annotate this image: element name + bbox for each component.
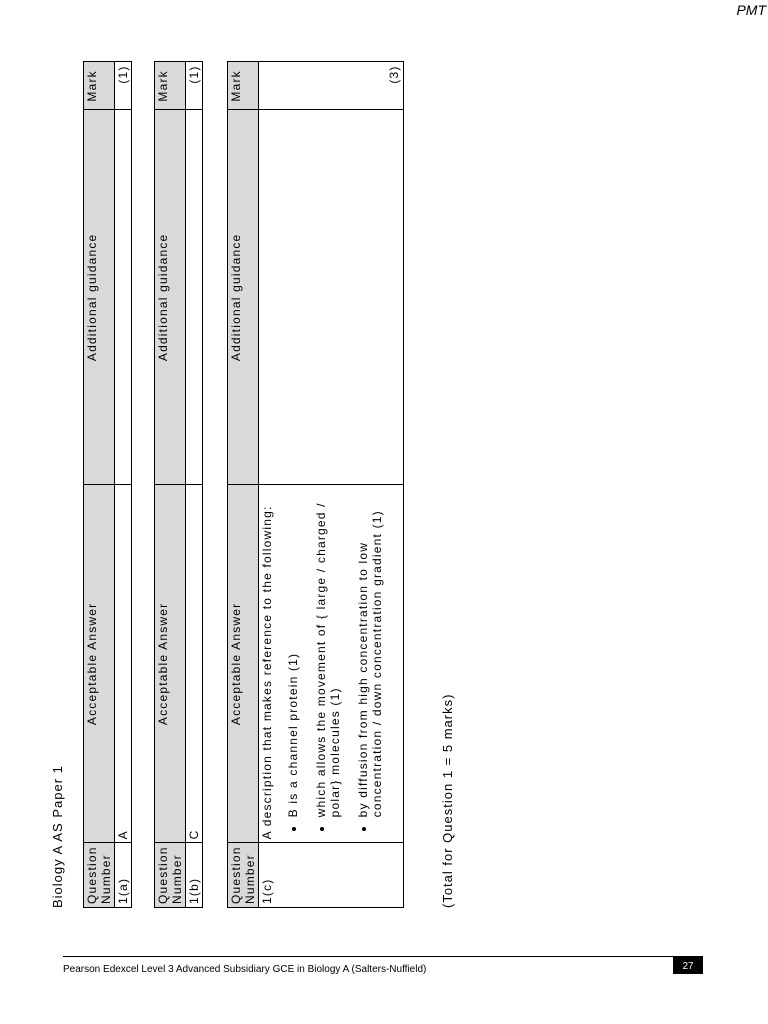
additional-guidance [259, 110, 404, 485]
header-mark: Mark [84, 62, 115, 110]
acceptable-answer: A [115, 485, 132, 843]
footer-divider [63, 956, 703, 957]
acceptable-answer: C [186, 485, 203, 843]
header-question-number: Question Number [155, 843, 186, 908]
additional-guidance [186, 110, 203, 485]
question-table-1b [154, 61, 203, 908]
header-mark: Mark [228, 62, 259, 110]
header-acceptable-answer: Acceptable Answer [84, 485, 115, 843]
paper-title: Biology A AS Paper 1 [50, 765, 65, 908]
header-acceptable-answer: Acceptable Answer [155, 485, 186, 843]
list-item: • which allows the movement of { large / charged / polar} molecules (1) [314, 488, 342, 817]
list-item: • by diffusion from high concentration to low concentration / down concentration gradient (1) [356, 488, 384, 817]
footer-text: Pearson Edexcel Level 3 Advanced Subsidiary GCE in Biology A (Salters-Nuffield) [63, 964, 427, 975]
question-number: 1(c) [259, 843, 404, 908]
header-additional-guidance: Additional guidance [228, 110, 259, 485]
mark-value: (3) [387, 65, 401, 84]
header-question-number: Question Number [84, 843, 115, 908]
header-acceptable-answer: Acceptable Answer [228, 485, 259, 843]
table-row [259, 62, 404, 908]
question-number: 1(a) [115, 843, 132, 908]
mark-value: (1) [115, 62, 132, 110]
list-item: • B is a channel protein (1) [286, 488, 300, 817]
answer-points [286, 488, 384, 839]
additional-guidance [115, 110, 132, 485]
mark-cell [259, 62, 404, 110]
mark-value: (1) [186, 62, 203, 110]
answer-intro: A description that makes reference to the following: [260, 505, 274, 840]
header-additional-guidance: Additional guidance [155, 110, 186, 485]
question-total: (Total for Question 1 = 5 marks) [440, 693, 455, 908]
question-number: 1(b) [186, 843, 203, 908]
page-number: 27 [673, 957, 703, 974]
header-additional-guidance: Additional guidance [84, 110, 115, 485]
table-row [115, 62, 132, 908]
header-question-number: Question Number [228, 843, 259, 908]
acceptable-answer [259, 485, 404, 843]
question-table-1a [83, 61, 132, 908]
question-table-1c [227, 61, 404, 908]
pmt-watermark: PMT [736, 2, 766, 18]
rotated-mark-scheme [50, 28, 455, 908]
header-mark: Mark [155, 62, 186, 110]
table-row [186, 62, 203, 908]
